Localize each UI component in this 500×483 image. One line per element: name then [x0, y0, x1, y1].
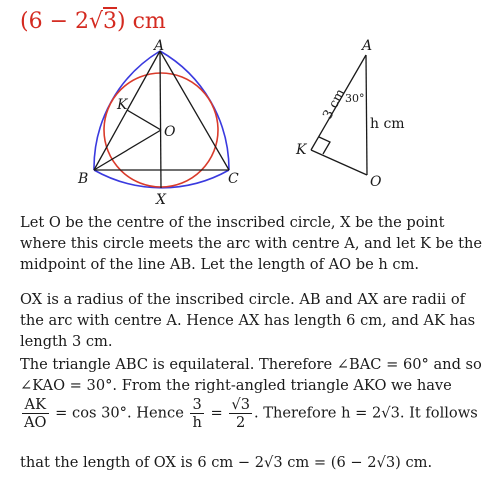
answer-heading: (6 − 2√3) cm [20, 9, 166, 34]
side-ao [366, 55, 367, 175]
right-angle-mark [319, 137, 330, 154]
paragraph-definitions: Let O be the centre of the inscribed circle, X be the point where this circle meets the arc with centre A, and let K be the midpoint of the line AB. Let the length of AO be h cm. [20, 214, 483, 273]
side-ak-label: 3 cm [320, 86, 349, 122]
label-o: O [164, 124, 176, 140]
side-ko [311, 150, 367, 175]
fraction-root3-2: $\frac{√3}{2}$ [231, 396, 250, 431]
label-k2: K [296, 142, 307, 158]
label-o2: O [370, 174, 382, 190]
line-ax [160, 51, 161, 188]
reuleaux-figure [0, 0, 260, 210]
equation-line: $\frac{AK}{AO}$ = cos 30°. Hence $\frac{3}{h}$ = $\frac{√3}{2}$ . Therefore h = 2√3. It follows [24, 396, 478, 431]
label-k: K [117, 97, 128, 113]
side-ac [160, 51, 229, 170]
paragraph-radii: OX is a radius of the inscribed circle. AB and AX are radii of the arc with centre A. Hence AX has length 6 cm, and AK has length 3 cm. [20, 291, 476, 350]
label-a2: A [362, 38, 373, 54]
triangle-ako-figure [290, 30, 440, 230]
fraction-3-h: $\frac{3}{h}$ [192, 396, 202, 431]
line-ko [127, 110, 161, 130]
paragraph-conclusion: that the length of OX is 6 cm − 2√3 cm = (6 − 2√3) cm. [20, 454, 433, 471]
label-c: C [228, 171, 239, 187]
label-b: B [78, 171, 89, 187]
label-x: X [156, 192, 166, 208]
angle-label: 30° [345, 92, 365, 105]
triangle-lines [94, 51, 229, 188]
fraction-ak-ao: $\frac{AK}{AO}$ [24, 396, 47, 431]
label-a: A [154, 38, 165, 54]
paragraph-equilateral: The triangle ABC is equilateral. Therefore ∠BAC = 60° and so ∠KAO = 30°. From the right-angled triangle AKO we have [20, 356, 482, 394]
side-ao-label: h cm [370, 116, 405, 132]
